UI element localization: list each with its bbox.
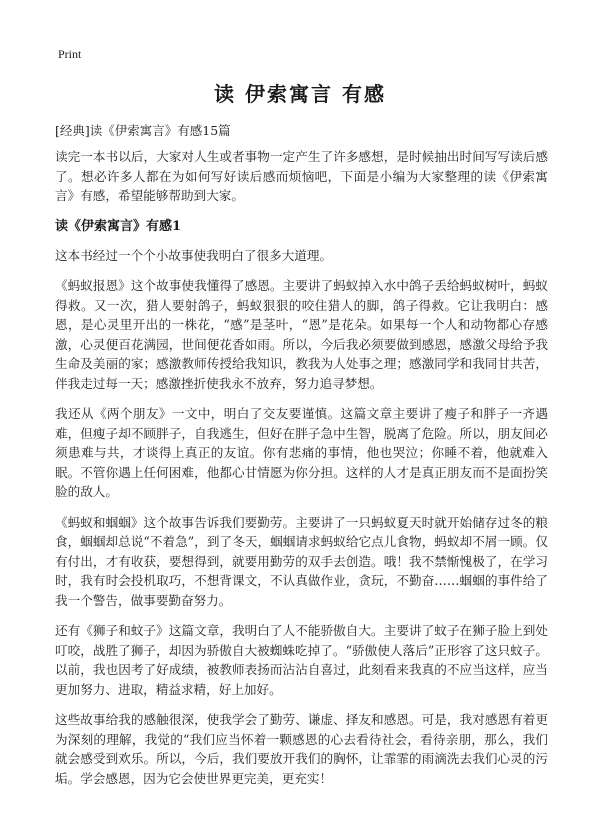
body-paragraph: 这些故事给我的感触很深，使我学会了勤劳、谦虚、择友和感恩。可是，我对感恩有着更为深刻的理解，我觉的“我们应当怀着一颗感恩的心去看待社会，看待亲朋，那么，我们就会感受到欢乐。所以，今后，我们要放开我们的胸怀，让霏霏的雨滴洗去我们心灵的污垢。学会感恩，因为它会使世界更完美，更充实！ xyxy=(55,712,548,786)
article-body xyxy=(55,147,548,799)
body-paragraph: 这本书经过一个个小故事使我明白了很多大道理。 xyxy=(55,247,333,263)
body-paragraph: 《蚂蚁报恩》这个故事使我懂得了感恩。主要讲了蚂蚁掉入水中鸽子丢给蚂蚁树叶，蚂蚁得救。又一次，猎人要射鸽子，蚂蚁狠狠的咬住猎人的脚，鸽子得救。它让我明白：感恩，是心灵里开出的一株花，“感”是茎叶，“恩”是花朵。如果每一个人和动物都心存感激，心灵便百花满园，世间便花香如雨。所以，今后我必须要做到感恩，感激父母给予我生命及美丽的家；感激教师传授给我知识，教我为人处事之理；感激同学和我同甘共苦，伴我走过每一天；感激挫折使我永不放弃，努力追寻梦想。 xyxy=(55,278,548,391)
article-subtitle: [经典]读《伊索寓言》有感15篇 xyxy=(55,123,231,138)
body-paragraph: 我还从《两个朋友》一文中，明白了交友要谨慎。这篇文章主要讲了瘦子和胖子一齐遇难，但瘦子却不顾胖子，自我逃生，但好在胖子急中生智，脱离了危险。所以，朋友间必须患难与共，才谈得上真正的友谊。你有悲痛的事情，他也哭泣；你睡不着，他就难入眠。不管你遇上任何困难，他都心甘情愿为你分担。这样的人才是真正朋友而不是面扮笑脸的敌人。 xyxy=(55,406,548,499)
section-heading: 读《伊索寓言》有感1 xyxy=(55,218,182,234)
body-paragraph: 还有《狮子和蚊子》这篇文章，我明白了人不能骄傲自大。主要讲了蚊子在狮子脸上到处叮咬，战胜了狮子，却因为骄傲自大被蜘蛛吃掉了。“骄傲使人落后”正形容了这只蚊子。以前，我也因考了好成绩，被教师表扬而沾沾自喜过，此刻看来我真的不应当这样，应当更加努力、进取，精益求精，好上加好。 xyxy=(55,623,548,697)
page-title: 读 伊索寓言 有感 xyxy=(214,82,386,106)
intro-paragraph: 读完一本书以后，大家对人生或者事物一定产生了许多感想，是时候抽出时间写写读后感了。想必许多人都在为如何写好读后感而烦恼吧，下面是小编为大家整理的读《伊索寓言》有感，希望能够帮助到大家。 xyxy=(55,149,548,203)
body-paragraph: 《蚂蚁和蝈蝈》这个故事告诉我们要勤劳。主要讲了一只蚂蚁夏天时就开始储存过冬的粮食，蝈蝈却总说“不着急”，到了冬天，蝈蝈请求蚂蚁给它点儿食物，蚂蚁却不屑一顾。仅有付出，才有收获，要想得到，就要用勤劳的双手去创造。哦！我不禁惭愧极了，在学习时，我有时会投机取巧，不想背课文，不认真做作业，贪玩，不勤奋……蝈蝈的事件给了我一个警告，做事要勤奋努力。 xyxy=(55,514,548,608)
print-link[interactable]: Print xyxy=(58,47,82,61)
